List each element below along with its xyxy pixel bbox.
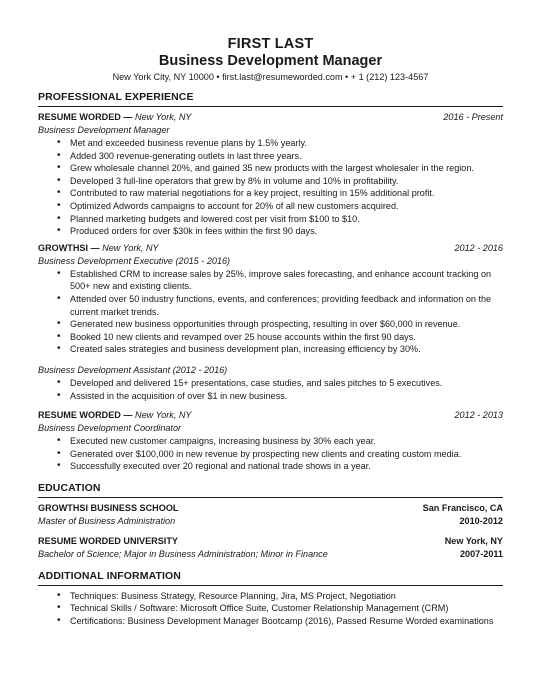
- job-dates: 2012 - 2013: [454, 410, 503, 421]
- education-entry: [38, 502, 503, 528]
- additional-list: [38, 590, 503, 628]
- list-item: • Certifications: Business Development Manager Bootcamp (2016), Passed Resume Worded examinations: [38, 615, 503, 628]
- education-degree: Bachelor of Science; Major in Business Administration; Minor in Finance: [38, 548, 328, 559]
- job-title: Business Development Coordinator: [38, 423, 182, 434]
- contact-line: New York City, NY 10000 • first.last@resumeworded.com • + 1 (212) 123-4567: [112, 72, 429, 82]
- list-item: • Contributed to raw material negotiations for a key project, resulting in 15% additional profit.: [38, 187, 503, 200]
- education-degree: Master of Business Administration: [38, 515, 176, 526]
- candidate-name: FIRST LAST: [227, 36, 314, 52]
- list-item: • Executed new customer campaigns, increasing business by 30% each year.: [38, 435, 503, 448]
- job-title: Business Development Executive (2015 - 2016): [38, 255, 231, 266]
- list-item: • Technical Skills / Software: Microsoft Office Suite, Customer Relationship Management (CRM): [38, 602, 503, 615]
- list-item: • Grew wholesale channel 20%, and gained 35 new products with the largest wholesaler in the region.: [38, 162, 503, 175]
- job-bullets-secondary: [38, 377, 503, 402]
- list-item: • Developed 3 full-line operators that grew by 8% in volume and 10% in profitability.: [38, 175, 503, 188]
- job-company: RESUME WORDED —: [38, 410, 133, 421]
- section-title-education: EDUCATION: [38, 482, 503, 498]
- candidate-role: Business Development Manager: [158, 53, 383, 69]
- list-item: • Produced orders for over $30k in fees within the first 90 days.: [38, 225, 503, 238]
- job-company: RESUME WORDED —: [38, 112, 133, 122]
- list-item: • Attended over 50 industry functions, events, and conferences; providing feedback and information on the current market trends.: [38, 293, 503, 318]
- section-title-additional: ADDITIONAL INFORMATION: [38, 570, 503, 586]
- job-bullets: [38, 268, 503, 356]
- list-item: • Optimized Adwords campaigns to account for 20% of all new customers acquired.: [38, 200, 503, 213]
- list-item: • Assisted in the acquisition of over $1 in new business.: [38, 390, 503, 403]
- education-location: San Francisco, CA: [422, 502, 503, 513]
- education-school: RESUME WORDED UNIVERSITY: [38, 535, 178, 546]
- job-entry: [38, 242, 503, 402]
- job-company-location: [38, 111, 191, 124]
- list-item: • Generated over $100,000 in new revenue by prospecting new clients and creating custom media.: [38, 448, 503, 461]
- job-dates: 2016 - Present: [443, 112, 503, 122]
- list-item: • Techniques: Business Strategy, Resource Planning, Jira, MS Project, Negotiation: [38, 590, 503, 603]
- list-item: • Booked 10 new clients and revamped over 25 house accounts within the first 90 days.: [38, 331, 503, 344]
- job-entry: [38, 111, 503, 238]
- education-dates: 2010-2012: [459, 515, 503, 526]
- education-dates: 2007-2011: [460, 548, 503, 559]
- list-item: • Developed and delivered 15+ presentations, case studies, and sales pitches to 5 executives.: [38, 377, 503, 390]
- education-entry: [38, 535, 503, 561]
- job-header: [38, 242, 503, 255]
- job-location: New York, NY: [102, 242, 159, 253]
- job-entry: [38, 409, 503, 473]
- job-location: New York, NY: [135, 410, 192, 421]
- job-location: New York, NY: [135, 112, 192, 122]
- education-detail: [38, 515, 503, 528]
- list-item: • Planned marketing budgets and lowered cost per visit from $100 to $10.: [38, 213, 503, 226]
- job-company-location: [38, 242, 159, 255]
- list-item: • Successfully executed over 20 regional and national trade shows in a year.: [38, 460, 503, 473]
- education-detail: [38, 548, 503, 561]
- list-item: • Met and exceeded business revenue plans by 1.5% yearly.: [38, 137, 503, 150]
- spacer: [38, 356, 503, 364]
- education-school: GROWTHSI BUSINESS SCHOOL: [38, 502, 179, 513]
- job-header: [38, 111, 503, 124]
- section-title-experience: PROFESSIONAL EXPERIENCE: [38, 91, 503, 107]
- job-bullets: [38, 435, 503, 473]
- list-item: • Created sales strategies and business development plan, increasing efficiency by 30%.: [38, 343, 503, 356]
- list-item: • Added 300 revenue-generating outlets in last three years.: [38, 150, 503, 163]
- job-header: [38, 409, 503, 422]
- job-company-location: [38, 409, 191, 422]
- list-item: • Generated new business opportunities through prospecting, resulting in over $60,000 in revenue.: [38, 318, 503, 331]
- education-location: New York, NY: [444, 535, 503, 546]
- job-bullets: [38, 137, 503, 238]
- education-header: [38, 502, 503, 515]
- job-title-secondary: Business Development Assistant (2012 - 2016): [38, 364, 228, 375]
- education-header: [38, 535, 503, 548]
- job-dates: 2012 - 2016: [454, 242, 503, 253]
- list-item: • Established CRM to increase sales by 25%, improve sales forecasting, and enhance account tracking on 500+ new and existing clients.: [38, 268, 503, 293]
- job-company: GROWTHSI —: [38, 242, 100, 253]
- job-title: Business Development Manager: [38, 125, 170, 135]
